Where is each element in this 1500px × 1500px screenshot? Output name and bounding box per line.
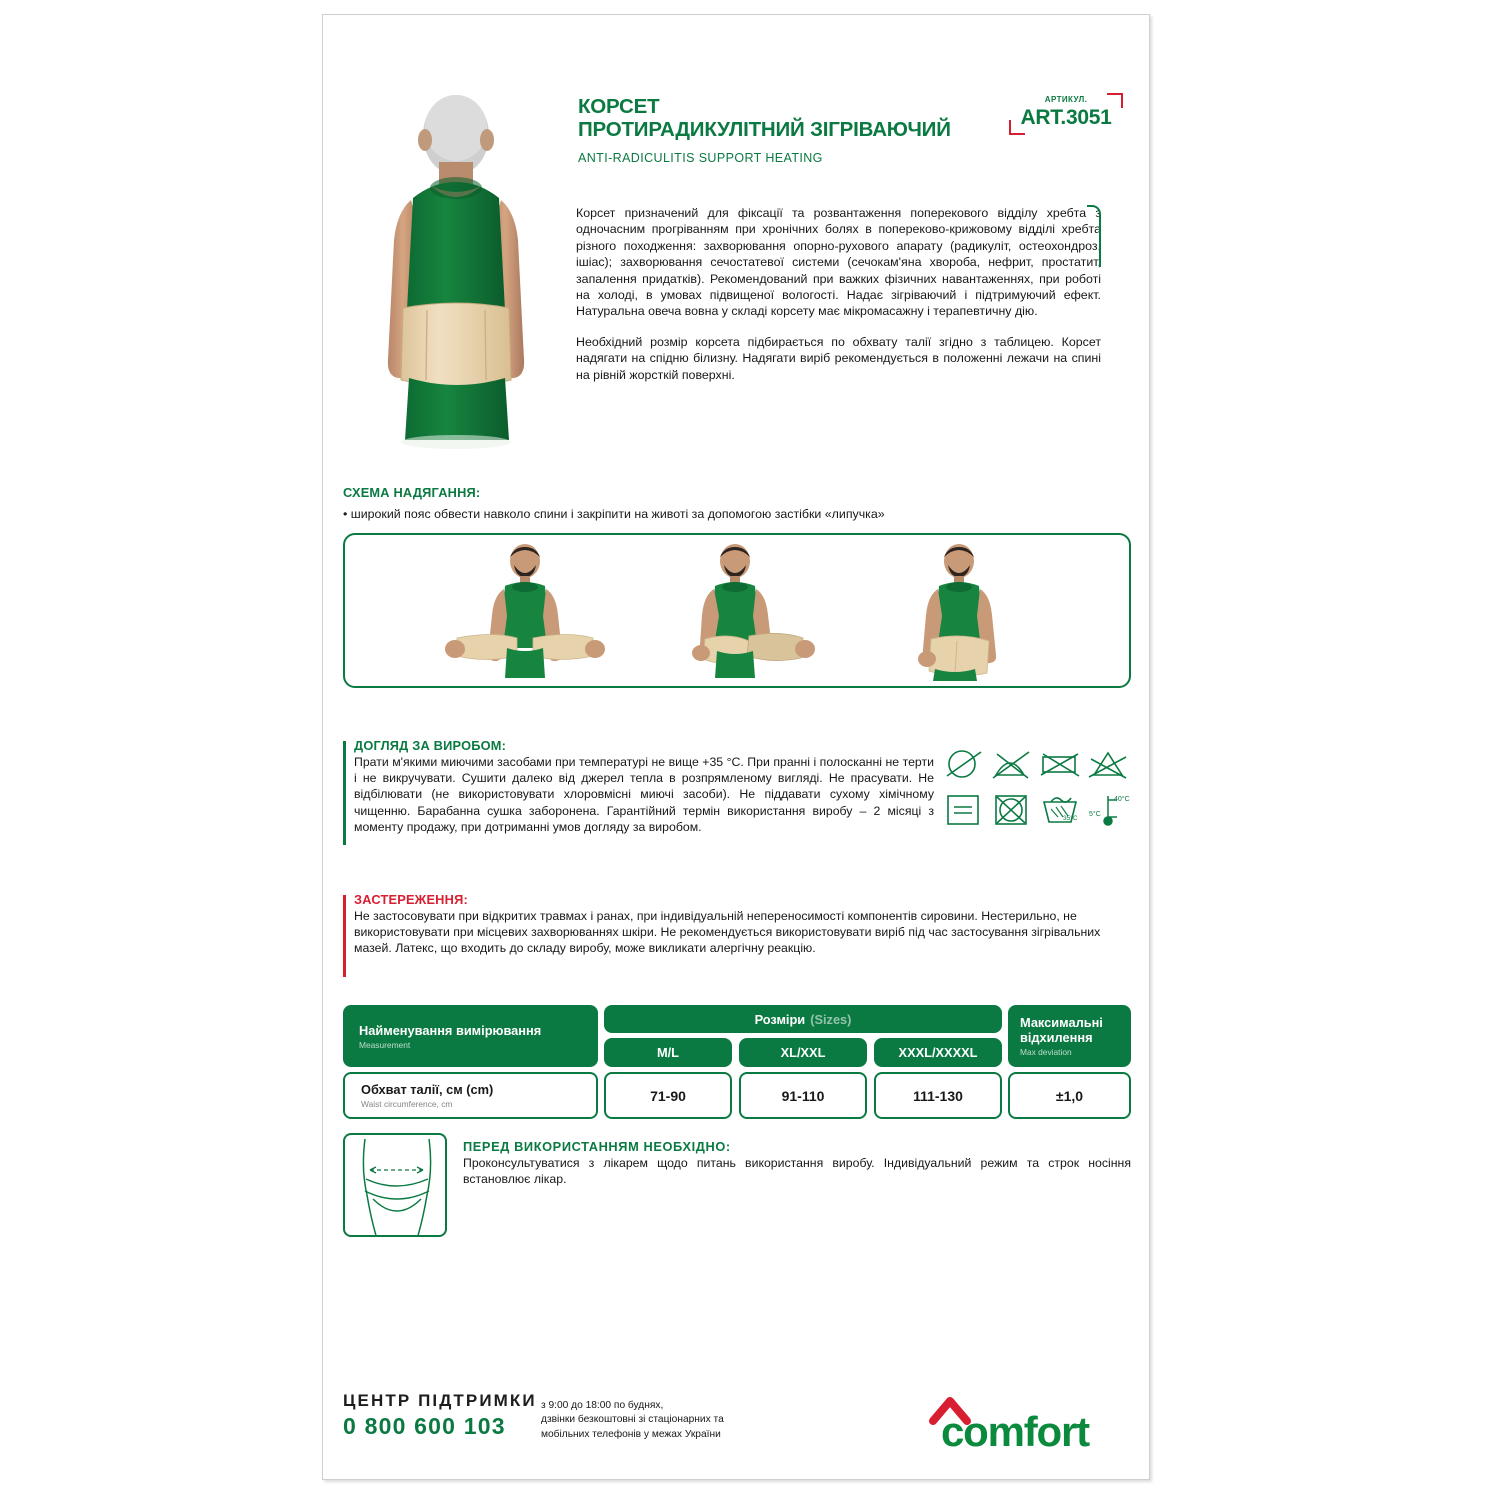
do-not-wring-icon (1039, 745, 1081, 783)
table-cell-size-0 (604, 1072, 732, 1119)
table-header-size-2 (874, 1038, 1002, 1067)
do-not-tumble-dry-icon (991, 745, 1033, 783)
sizes-header-en: (Sizes) (810, 1011, 852, 1027)
warning-section (354, 892, 1132, 957)
storage-temperature-icon (1087, 791, 1129, 829)
deviation-header-line-2: відхилення (1020, 1030, 1093, 1045)
row-deviation: ±1,0 (1055, 1087, 1084, 1104)
deviation-header-en: Max deviation (1020, 1047, 1072, 1057)
decorative-bracket (1087, 205, 1101, 267)
schema-step-photo-3 (869, 543, 1049, 683)
table-cell-size-2 (874, 1072, 1002, 1119)
table-cell-size-1 (739, 1072, 867, 1119)
row-value-2: 111-130 (913, 1087, 963, 1104)
care-section (354, 738, 934, 835)
intro-description (576, 205, 1101, 383)
support-note-line-3: мобільних телефонів у межах України (541, 1428, 721, 1440)
support-center-label: ЦЕНТР ПІДТРИМКИ (343, 1391, 537, 1410)
table-header-measurement (343, 1005, 598, 1067)
schema-bullet-text: • широкий пояс обвести навколо спини і закріпити на животі за допомогою застібки «липучка» (343, 507, 885, 521)
measurement-header-en: Measurement (359, 1039, 411, 1050)
sizes-header-ua: Розміри (754, 1011, 806, 1027)
size-column-label-1: XL/XXL (780, 1045, 826, 1060)
product-title-block (578, 95, 998, 165)
comfort-logo (913, 1393, 1113, 1455)
warning-section-title: ЗАСТЕРЕЖЕННЯ: (354, 892, 468, 907)
title-line-2: ПРОТИРАДИКУЛІТНИЙ ЗІГРІВАЮЧИЙ (578, 118, 951, 141)
page-subtitle: ANTI-RADICULITIS SUPPORT HEATING (578, 151, 823, 165)
schema-step-photo-2 (653, 543, 833, 683)
care-section-text: Прати м'якими миючими засобами при температурі не вище +35 °С. При пранні і полосканні не терти і не викручувати. Сушити далеко від джерел тепла в розпрямленому вигляді. Не прасувати. Не відбілювати (не використовувати хлоровмісні миючі засоби). Не піддавати сухому хімічному чищенню. Барабанна сушка заборонена. Гарантійний термін використання виробу – 2 місяці з моменту продажу, при дотриманні умов догляду за виробом. (354, 755, 934, 834)
table-cell-deviation (1008, 1072, 1131, 1119)
schema-photo-panel (343, 533, 1131, 688)
svg-text:35°C: 35°C (1063, 815, 1078, 822)
hero-product-photo (351, 90, 561, 450)
warning-section-text: Не застосовувати при відкритих травмах і ранах, при індивідуальній непереносимості компонентів сировини. Нестерильно, не використовувати при місцевих захворюваннях шкіри. Не рекомендується використовувати виріб під час застосування зігрівальних мазей. Латекс, що входить до складу виробу, може викликати алергічну реакцію. (354, 909, 1101, 956)
row-label-ua: Обхват талії, см (cm) (361, 1082, 494, 1097)
table-header-sizes (604, 1005, 1002, 1033)
warning-accent-bar (343, 895, 346, 977)
row-label-en: Waist circumference, cm (361, 1099, 453, 1109)
article-number: ART.3051 (1020, 106, 1112, 129)
article-label: АРТИКУЛ. (1044, 95, 1088, 104)
do-not-bleach-icon (943, 745, 985, 783)
before-use-title: ПЕРЕД ВИКОРИСТАННЯМ НЕОБХІДНО: (463, 1139, 731, 1154)
intro-paragraph-1: Корсет призначений для фіксації та розвантаження поперекового відділу хребта з одночасним прогріванням при хронічних болях в попереково-крижовому відділі хребта різного походження: захворювання опорно-рухового апарату (радикуліт, остеохондроз, ішіас); захворювання сечостатевої системи (сечокам'яна хвороба, нефрит, простатит, запалення придатків). Рекомендований при важких фізичних навантаженнях, при роботі на холоді, в умовах підвищеної вологості. Надає зігріваючий і підтримуючий ефект. Натуральна овеча вовна у складі корсету має мікромасажну і терапевтичну дію. (576, 206, 1101, 319)
table-header-deviation (1008, 1005, 1131, 1067)
care-symbols-group (943, 745, 1133, 845)
table-header-size-0 (604, 1038, 732, 1067)
measurement-header-ua: Найменування вимірювання (359, 1022, 542, 1038)
page-title (578, 95, 998, 141)
intro-paragraph-2: Необхідний розмір корсета підбирається по обхвату талії згідно з таблицею. Корсет надягати на спідню білизну. Надягати виріб рекомендується в положенні лежачи на спині на рівній жорсткій поверхні. (576, 334, 1101, 382)
before-use-text: Проконсультуватися з лікарем щодо питань використання виробу. Індивідуальний режим та строк носіння встановлює лікар. (463, 1156, 1131, 1187)
table-row (343, 1072, 598, 1119)
care-section-title: ДОГЛЯД ЗА ВИРОБОМ: (354, 738, 507, 753)
waist-measurement-diagram-icon (343, 1133, 447, 1237)
before-use-section (463, 1139, 1131, 1187)
care-accent-bar (343, 741, 346, 845)
support-hours-note (541, 1399, 724, 1442)
schema-step-photo-1 (435, 543, 615, 683)
size-table (343, 1005, 1131, 1119)
size-column-label-0: M/L (656, 1045, 680, 1060)
table-header-size-1 (739, 1038, 867, 1067)
do-not-dry-clean-icon (991, 791, 1033, 829)
dry-flat-icon (943, 791, 985, 829)
svg-text:40°C: 40°C (1114, 796, 1130, 803)
comfort-logo-text: comfort (941, 1408, 1089, 1455)
title-line-1: КОРСЕТ (578, 95, 660, 118)
support-phone-number[interactable]: 0 800 600 103 (343, 1413, 506, 1439)
schema-section-title: СХЕМА НАДЯГАННЯ: (343, 485, 481, 500)
row-value-1: 91-110 (781, 1087, 825, 1104)
do-not-iron-icon (1087, 745, 1129, 783)
support-note-line-1: з 9:00 до 18:00 по буднях, (541, 1400, 664, 1411)
row-value-0: 71-90 (650, 1087, 686, 1104)
article-badge (1006, 93, 1126, 143)
size-column-label-2: XXXL/XXXXL (898, 1045, 978, 1060)
hand-wash-35-icon (1039, 791, 1081, 829)
deviation-header-line-1: Максимальні (1020, 1015, 1103, 1030)
product-instruction-page (322, 14, 1150, 1480)
page-footer (343, 1391, 1131, 1457)
svg-text:5°C: 5°C (1089, 811, 1101, 818)
support-note-line-2: дзвінки безкоштовні зі стаціонарних та (541, 1414, 724, 1426)
